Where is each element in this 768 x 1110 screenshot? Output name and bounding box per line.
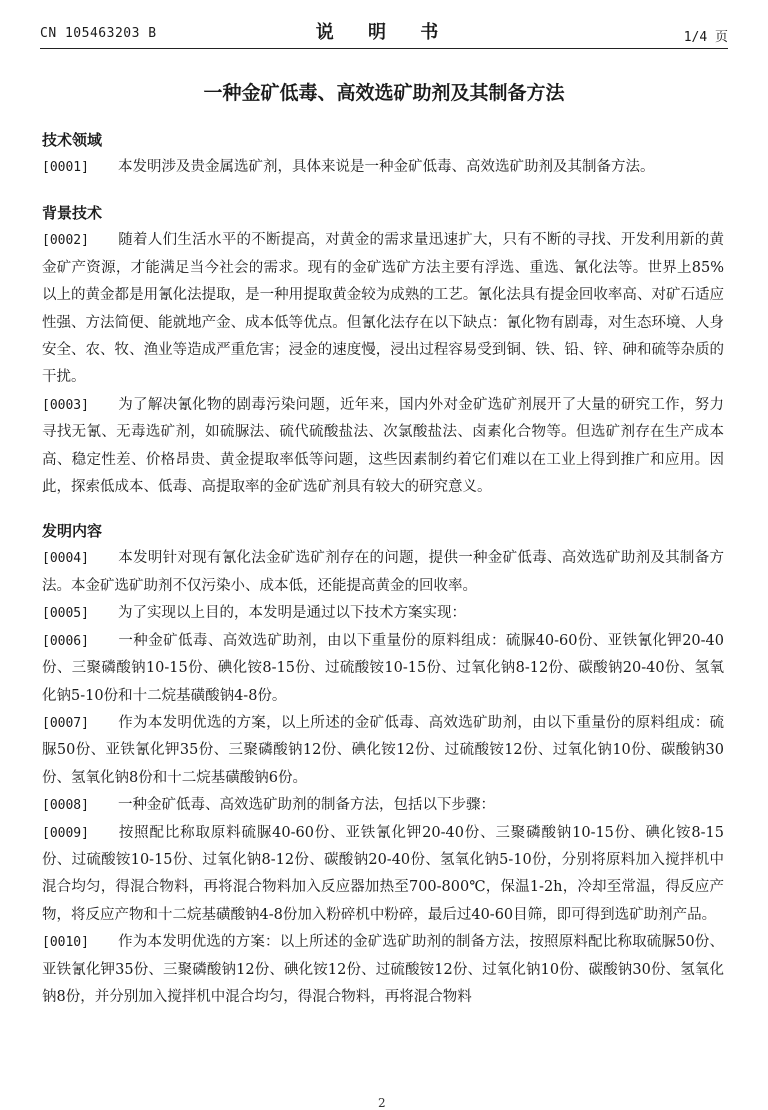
paragraph-0010 [42,929,724,1011]
paragraph-number: [0001] [42,160,89,175]
header-divider [40,48,728,49]
paragraph-text: 作为本发明优选的方案，以上所述的金矿低毒、高效选矿助剂，由以下重量份的原料组成：硫脲50份、亚铁氰化钾35份、三聚磷酸钠12份、碘化铵12份、过硫酸铵12份、过氧化钠10份、碳酸钠30份、氢氧化钠8份和十二烷基磺酸钠6份。 [42,714,724,786]
patent-number: CN 105463203 B [40,26,157,41]
section-heading-background: 背景技术 [42,204,103,223]
page-footer-number: 2 [378,1096,386,1110]
paragraph-text: 一种金矿低毒、高效选矿助剂，由以下重量份的原料组成：硫脲40-60份、亚铁氰化钾20-40份、三聚磷酸钠10-15份、碘化铵8-15份、过硫酸铵10-15份、过氧化钠8-12份、碳酸钠20-40份、氢氧化钠5-10份和十二烷基磺酸钠4-8份。 [42,632,724,704]
paragraph-text: 按照配比称取原料硫脲40-60份、亚铁氰化钾20-40份、三聚磷酸钠10-15份、碘化铵8-15份、过硫酸铵10-15份、过氧化钠8-12份、碳酸钠20-40份、氢氧化钠5-10份，分别将原料加入搅拌机中混合均匀，得混合物料，再将混合物料加入反应器加热至700-800℃，保温1-2h，冷却至常温，得反应产物，将反应产物和十二烷基磺酸钠4-8份加入粉碎机中粉碎，最后过40-60目筛，即可得到选矿助剂产品。 [42,824,724,923]
paragraph-0004 [42,545,724,600]
paragraph-text: 本发明针对现有氰化法金矿选矿剂存在的问题，提供一种金矿低毒、高效选矿助剂及其制备方法。本金矿选矿助剂不仅污染小、成本低，还能提高黄金的回收率。 [42,550,724,594]
paragraph-0002 [42,227,724,391]
paragraph-number: [0010] [42,935,89,951]
paragraph-number: [0003] [42,397,89,413]
paragraph-0007 [42,710,724,792]
paragraph-number: [0004] [42,551,89,567]
paragraph-number: [0002] [42,233,89,249]
paragraph-text: 本发明涉及贵金属选矿剂，具体来说是一种金矿低毒、高效选矿助剂及其制备方法。 [118,159,655,175]
paragraph-number: [0006] [42,633,89,649]
section-heading-technical-field: 技术领域 [42,131,103,149]
paragraph-number: [0009] [42,825,89,841]
document-body [42,127,724,1011]
paragraph-number: [0005] [42,606,89,622]
paragraph-text: 为了解决氰化物的剧毒污染问题，近年来，国内外对金矿选矿剂展开了大量的研究工作，努力寻找无氰、无毒选矿剂，如硫脲法、硫代硫酸盐法、次氯酸盐法、卤素化合物等。但选矿剂存在生产成本高、稳定性差、价格昂贵、黄金提取率低等问题，这些因素制约着它们难以在工业上得到推广和应用。因此，探索低成本、低毒、高提取率的金矿选矿剂具有较大的研究意义。 [42,396,724,496]
section-heading-invention: 发明内容 [42,522,103,541]
page-indicator: 1/4 页 [683,30,728,45]
paragraph-text: 作为本发明优选的方案：以上所述的金矿选矿助剂的制备方法，按照原料配比称取硫脲50份、亚铁氰化钾35份、三聚磷酸钠12份、碘化铵12份、过硫酸铵12份、过氧化钠10份、碳酸钠30份、氢氧化钠8份，并分别加入搅拌机中混合均匀，得混合物料，再将混合物料 [42,934,724,1005]
paragraph-text: 为了实现以上目的，本发明是通过以下技术方案实现： [118,605,466,622]
document-title: 一种金矿低毒、高效选矿助剂及其制备方法 [203,82,565,104]
paragraph-0005 [42,600,724,627]
paragraph-0009 [42,820,724,930]
document-type: 说 明 书 [315,22,453,43]
paragraph-text: 一种金矿低毒、高效选矿助剂的制备方法，包括以下步骤： [118,797,495,814]
paragraph-0003 [42,392,724,502]
paragraph-0006 [42,628,724,710]
page-header [40,18,728,48]
paragraph-number: [0008] [42,798,89,814]
paragraph-0001 [42,154,724,181]
paragraph-number: [0007] [42,715,89,731]
paragraph-0008 [42,792,724,819]
paragraph-text: 随着人们生活水平的不断提高，对黄金的需求量迅速扩大，只有不断的寻找、开发利用新的黄金矿产资源，才能满足当今社会的需求。现有的金矿选矿方法主要有浮选、重选、氰化法等。世界上85%以上的黄金都是用氰化法提取，是一种用提取黄金较为成熟的工艺。氰化法具有提金回收率高、对矿石适应性强、方法简便、能就地产金、成本低等优点。但氰化法存在以下缺点：氰化物有剧毒，对生态环境、人身安全、农、牧、渔业等造成严重危害；浸金的速度慢，浸出过程容易受到铜、铁、铅、锌、砷和硫等杂质的干扰。 [42,232,724,386]
